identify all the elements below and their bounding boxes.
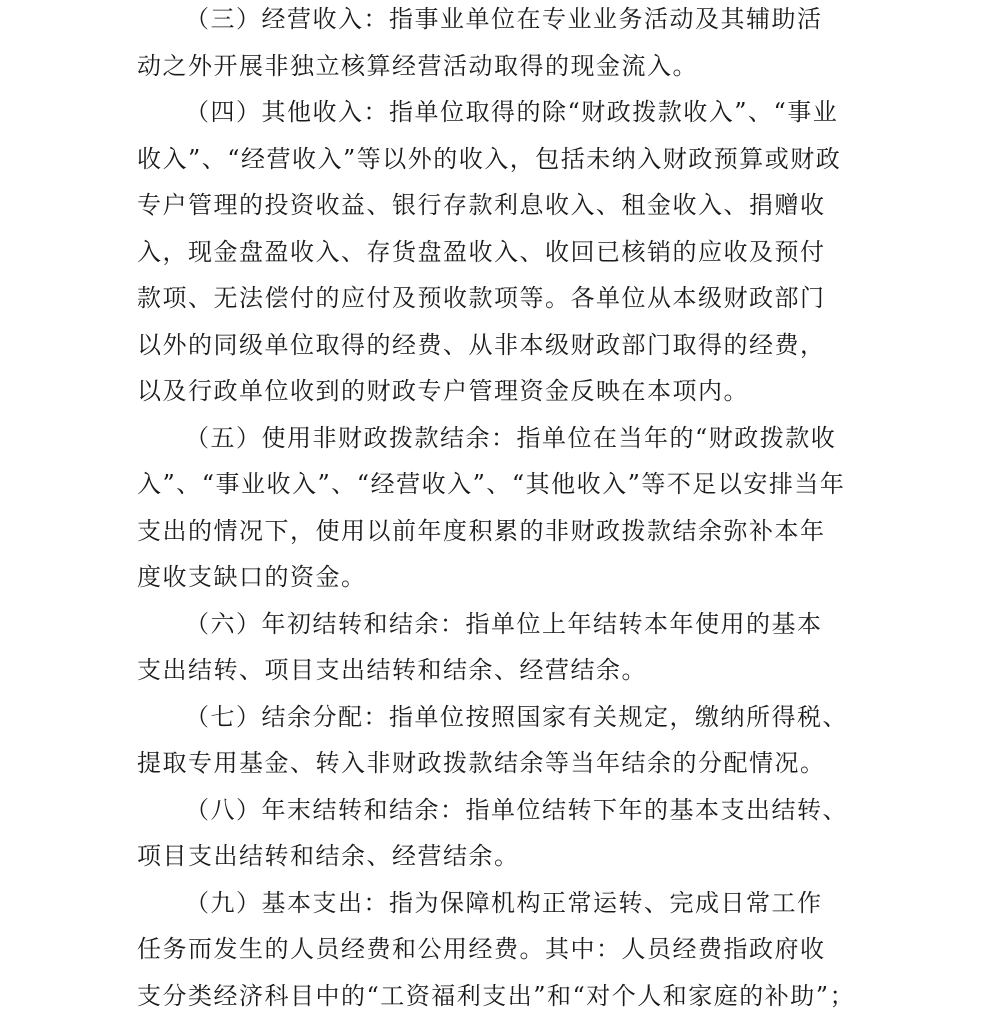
paragraph-6-line-1: （六）年初结转和结余：指单位上年结转本年使用的基本 — [185, 610, 823, 638]
paragraph-4-line-1: （四）其他收入：指单位取得的除“财政拨款收入”、“事业 — [185, 98, 839, 126]
paragraph-5-line-4: 度收支缺口的资金。 — [137, 563, 367, 591]
paragraph-4-line-4: 入，现金盘盈收入、存货盘盈收入、收回已核销的应收及预付 — [137, 238, 826, 266]
paragraph-4-line-3: 专户管理的投资收益、银行存款利息收入、租金收入、捐赠收 — [137, 191, 826, 219]
paragraph-5-line-2: 入”、“事业收入”、“经营收入”、“其他收入”等不足以安排当年 — [137, 470, 846, 498]
paragraph-4-line-2: 收入”、“经营收入”等以外的收入，包括未纳入财政预算或财政 — [137, 145, 842, 173]
paragraph-7-line-2: 提取专用基金、转入非财政拨款结余等当年结余的分配情况。 — [137, 749, 826, 777]
paragraph-4-line-7: 以及行政单位收到的财政专户管理资金反映在本项内。 — [137, 377, 749, 405]
paragraph-3-line-2: 动之外开展非独立核算经营活动取得的现金流入。 — [137, 52, 698, 80]
paragraph-9-line-1: （九）基本支出：指为保障机构正常运转、完成日常工作 — [185, 889, 823, 917]
paragraph-9-line-3: 支分类经济科目中的“工资福利支出”和“对个人和家庭的补助”； — [137, 982, 856, 1010]
paragraph-8-line-1: （八）年末结转和结余：指单位结转下年的基本支出结转、 — [185, 796, 848, 824]
paragraph-4-line-6: 以外的同级单位取得的经费、从非本级财政部门取得的经费， — [137, 331, 826, 359]
paragraph-6-line-2: 支出结转、项目支出结转和结余、经营结余。 — [137, 656, 647, 684]
paragraph-9-line-2: 任务而发生的人员经费和公用经费。其中：人员经费指政府收 — [137, 935, 826, 963]
paragraph-3-line-1: （三）经营收入：指事业单位在专业业务活动及其辅助活 — [185, 5, 823, 33]
paragraph-4-line-5: 款项、无法偿付的应付及预收款项等。各单位从本级财政部门 — [137, 284, 826, 312]
paragraph-8-line-2: 项目支出结转和结余、经营结余。 — [137, 842, 520, 870]
paragraph-7-line-1: （七）结余分配：指单位按照国家有关规定，缴纳所得税、 — [185, 703, 848, 731]
paragraph-5-line-3: 支出的情况下，使用以前年度积累的非财政拨款结余弥补本年 — [137, 517, 826, 545]
paragraph-5-line-1: （五）使用非财政拨款结余：指单位在当年的“财政拨款收 — [185, 424, 837, 452]
